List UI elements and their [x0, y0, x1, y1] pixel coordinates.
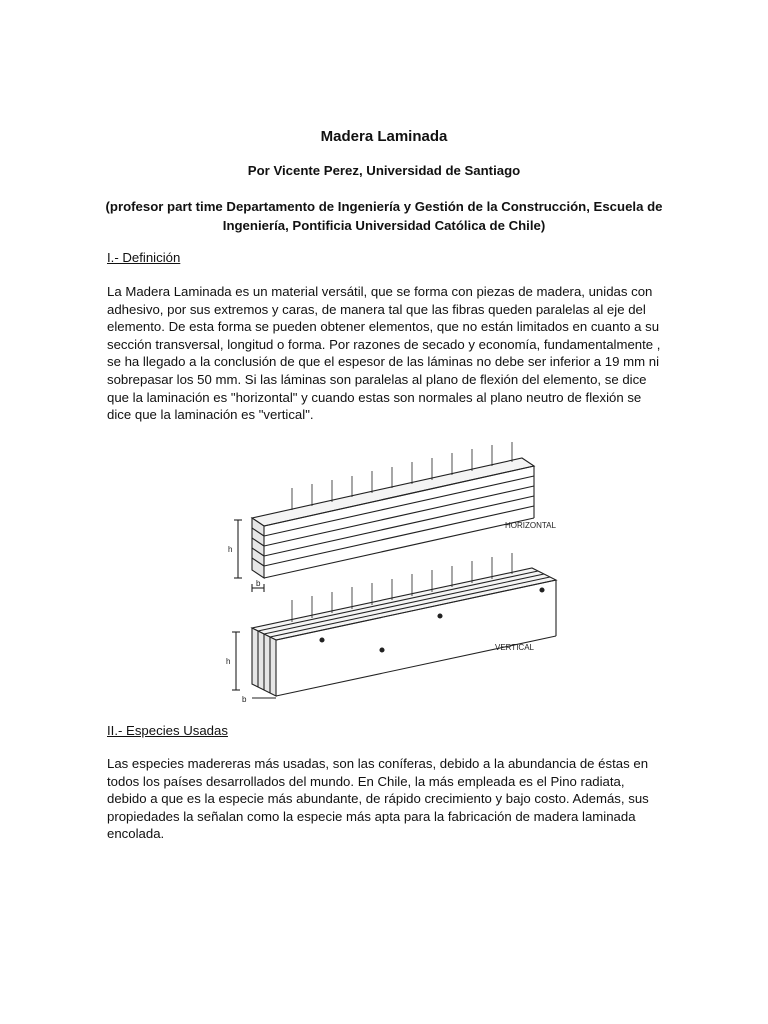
section-heading-especies: II.- Especies Usadas: [107, 723, 228, 738]
label-horizontal: HORIZONTAL: [505, 521, 556, 530]
document-title: Madera Laminada: [320, 128, 448, 145]
dim-h-horizontal: h: [228, 545, 233, 554]
horizontal-beam: [234, 442, 534, 592]
lamination-figure: [212, 440, 562, 705]
author-line: Por Vicente Perez, Universidad de Santiago: [247, 163, 521, 178]
dim-b-horizontal: b: [256, 579, 261, 588]
dim-h-vertical: h: [226, 657, 231, 666]
dim-b-vertical: b: [242, 695, 247, 704]
label-vertical: VERTICAL: [495, 643, 534, 652]
affiliation: (profesor part time Departamento de Ingeniería y Gestión de la Construcción, Escuela de Ingeniería, Pontificia Universidad Católica de Chile): [105, 199, 663, 233]
paragraph-definicion: La Madera Laminada es un material versátil, que se forma con piezas de madera, unidas con adhesivo, por sus extremos y caras, de manera tal que las fibras queden paralelas al eje del elemento. De esta forma se pueden obtener elementos, que no están limitados en cuanto a su sección transversal, longitud o forma. Por razones de secado y economía, fundamentalmente , se ha llegado a la conclusión de que el espesor de las láminas no debe ser inferior a 19 mm ni sobrepasar los 50 mm. Si las láminas son paralelas al plano de flexión del elemento, se dice que la laminación es "horizontal" y cuando estas son normales al plano neutro de flexión se dice que la laminación es "vertical".: [107, 284, 661, 423]
section-heading-definicion: I.- Definición: [107, 250, 181, 265]
paragraph-especies: Las especies madereras más usadas, son las coníferas, debido a la abundancia de éstas en todos los países desarrollados del mundo. En Chile, la más empleada es el Pino radiata, debido a que es la especie más abundante, de rápido crecimiento y bajo costo. Además, sus propiedades la señalan como la especie más apta para la fabricación de madera laminada encolada.: [107, 756, 649, 842]
